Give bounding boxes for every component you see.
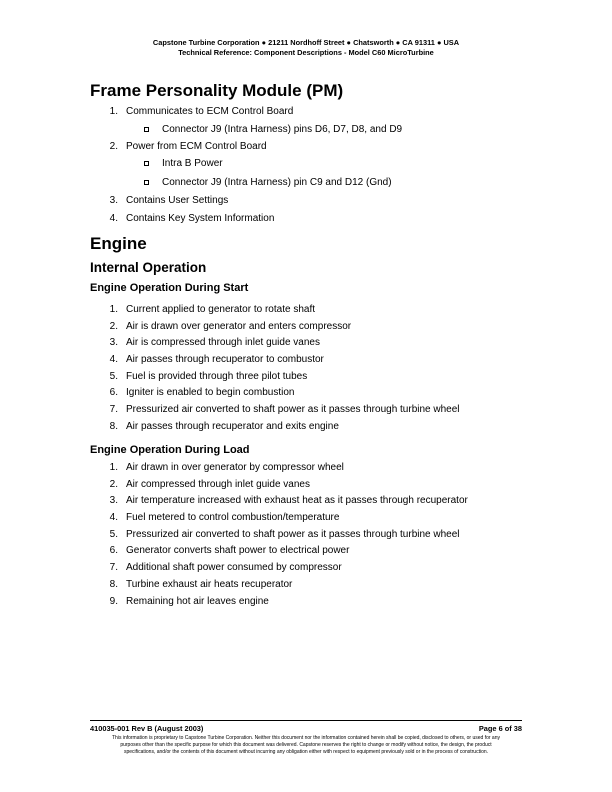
list-number: 5. bbox=[109, 371, 118, 382]
disclaimer-line: purposes other than the specific purpose for which this document was delivered. Capstone reserves the right to change or modify without notice, the design, the product bbox=[120, 742, 492, 748]
list-number: 2. bbox=[109, 479, 118, 490]
internal-operation-heading: Internal Operation bbox=[90, 260, 207, 275]
disclaimer-line: This information is proprietary to Capstone Turbine Corporation. Neither this document nor the information contained herein shall be copied, disclosed to others, or used for any bbox=[112, 735, 500, 741]
list-text: Air passes through recuperator and exits engine bbox=[126, 421, 339, 432]
list-number: 7. bbox=[109, 404, 118, 415]
list-text: Fuel is provided through three pilot tubes bbox=[126, 371, 308, 382]
list-number: 6. bbox=[109, 387, 118, 398]
list-text: Igniter is enabled to begin combustion bbox=[126, 387, 295, 398]
start-operation-heading: Engine Operation During Start bbox=[90, 282, 249, 294]
engine-section-title: Engine bbox=[90, 234, 147, 253]
list-text: Current applied to generator to rotate shaft bbox=[126, 304, 316, 315]
list-number: 6. bbox=[109, 545, 118, 556]
list-text: Turbine exhaust air heats recuperator bbox=[126, 579, 293, 590]
list-text: Pressurized air converted to shaft power as it passes through turbine wheel bbox=[126, 529, 460, 540]
page-number: Page 6 of 38 bbox=[478, 724, 522, 733]
pm-section-title: Frame Personality Module (PM) bbox=[90, 81, 344, 100]
list-text: Contains Key System Information bbox=[126, 213, 275, 224]
list-text: Fuel metered to control combustion/temperature bbox=[126, 512, 340, 523]
list-number: 8. bbox=[109, 421, 118, 432]
list-number: 2. bbox=[109, 321, 118, 332]
list-text: Pressurized air converted to shaft power as it passes through turbine wheel bbox=[126, 404, 460, 415]
list-number: 1. bbox=[109, 462, 118, 473]
list-text: Generator converts shaft power to electrical power bbox=[126, 545, 350, 556]
list-number: 4. bbox=[109, 354, 118, 365]
list-text: Air compressed through inlet guide vanes bbox=[126, 479, 310, 490]
bullet-text: Connector J9 (Intra Harness) pin C9 and D12 (Gnd) bbox=[162, 177, 392, 188]
square-bullet-icon bbox=[144, 127, 149, 132]
list-number: 7. bbox=[109, 562, 118, 573]
bullet-text: Connector J9 (Intra Harness) pins D6, D7, D8, and D9 bbox=[162, 124, 403, 135]
list-text: Air temperature increased with exhaust heat as it passes through recuperator bbox=[126, 495, 468, 506]
list-number: 3. bbox=[109, 195, 118, 206]
list-text: Remaining hot air leaves engine bbox=[126, 596, 269, 607]
list-number: 9. bbox=[109, 596, 118, 607]
header-company-line: Capstone Turbine Corporation ● 21211 Nordhoff Street ● Chatsworth ● CA 91311 ● USA bbox=[152, 38, 460, 47]
list-number: 4. bbox=[109, 213, 118, 224]
list-text: Air passes through recuperator to combustor bbox=[126, 354, 324, 365]
proprietary-disclaimer bbox=[86, 735, 526, 756]
page-header bbox=[0, 38, 612, 58]
list-number: 8. bbox=[109, 579, 118, 590]
bullet-text: Intra B Power bbox=[162, 158, 223, 169]
list-number: 3. bbox=[109, 337, 118, 348]
list-text: Communicates to ECM Control Board bbox=[126, 106, 294, 117]
square-bullet-icon bbox=[144, 161, 149, 166]
document-id: 410035-001 Rev B (August 2003) bbox=[90, 724, 204, 733]
list-text: Air drawn in over generator by compressor wheel bbox=[126, 462, 344, 473]
list-number: 3. bbox=[109, 495, 118, 506]
list-text: Additional shaft power consumed by compressor bbox=[126, 562, 342, 573]
square-bullet-icon bbox=[144, 180, 149, 185]
list-number: 5. bbox=[109, 529, 118, 540]
list-text: Contains User Settings bbox=[126, 195, 229, 206]
list-number: 4. bbox=[109, 512, 118, 523]
list-number: 2. bbox=[109, 141, 118, 152]
list-text: Power from ECM Control Board bbox=[126, 141, 267, 152]
disclaimer-line: specifications, and/or the contents of this document without incurring any obligation either with respect to equipment previously sold or in the process of construction. bbox=[123, 749, 489, 755]
list-text: Air is compressed through inlet guide vanes bbox=[126, 337, 320, 348]
footer-divider bbox=[90, 720, 522, 721]
list-number: 1. bbox=[109, 304, 118, 315]
list-number: 1. bbox=[109, 106, 118, 117]
load-operation-heading: Engine Operation During Load bbox=[90, 444, 250, 456]
header-document-title: Technical Reference: Component Descriptions - Model C60 MicroTurbine bbox=[178, 48, 434, 57]
list-text: Air is drawn over generator and enters compressor bbox=[126, 321, 352, 332]
